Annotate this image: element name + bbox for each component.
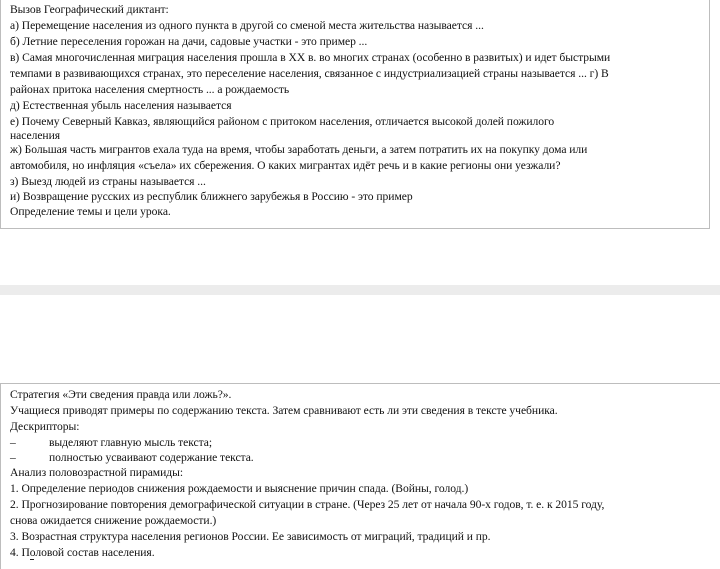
text-line: Учащиеся приводят примеры по содержанию текста. Затем сравнивают есть ли эти сведения в тексте учебника. (10, 404, 558, 417)
text-line: а) Перемещение населения из одного пункта в другой со сменой места жительства называется ... (10, 19, 484, 32)
text-line: д) Естественная убыль населения называется (10, 99, 232, 112)
strategy-table-cell (0, 383, 720, 569)
text-line: 1. Определение периодов снижения рождаемости и выяснение причин спада. (Войны, голод.) (10, 482, 469, 495)
text-line: б) Летние переселения горожан на дачи, садовые участки - это пример ... (10, 35, 368, 48)
bullet-dash: – (10, 436, 16, 449)
text-line: снова ожидается снижение рождаемости.) (10, 514, 217, 527)
top-document-section (0, 0, 720, 229)
text-line: ж) Большая часть мигрантов ехала туда на время, чтобы заработать деньги, а затем потратить их на покупку дома или (10, 143, 588, 156)
text-line: темпами в развивающихся странах, это переселение населения, связанное с индустриализацией страны называется ... г) В (10, 67, 609, 80)
text-line: 4. Половой состав населения. (10, 546, 155, 559)
bullet-dash: – (10, 451, 16, 464)
descriptors-heading: Дескрипторы: (10, 420, 80, 433)
text-line: 2. Прогнозирование повторения демографической ситуации в стране. (Через 25 лет от начала 90-х годов, т. е. к 2015 году, (10, 498, 605, 511)
text-line: автомобиля, но инфляция «съела» их сбережения. О каких мигрантах идёт речь и в какие регионы они уезжали? (10, 159, 561, 172)
bullet-text: выделяют главную мысль текста; (49, 436, 213, 449)
text-line: з) Выезд людей из страны называется ... (10, 175, 206, 188)
dictation-heading: Вызов Географический диктант: (10, 3, 169, 16)
stray-mark (30, 559, 34, 560)
bottom-document-section (0, 295, 720, 569)
text-line: и) Возвращение русских из республик ближнего зарубежья в Россию - это пример (10, 190, 413, 203)
pyramid-heading: Анализ половозрастной пирамиды: (10, 466, 184, 479)
text-line: в) Самая многочисленная миграция населения прошла в XX в. во многих странах (особенно в развитых) и идет быстрыми (10, 51, 611, 64)
bullet-text: полностью усваивают содержание текста. (49, 451, 254, 464)
text-line: районах притока населения смертность ... а рождаемость (10, 83, 290, 96)
strategy-heading: Стратегия «Эти сведения правда или ложь?». (10, 388, 232, 401)
text-line: 3. Возрастная структура населения регионов России. Ее зависимость от миграций, традиций и пр. (10, 530, 491, 543)
text-line: е) Почему Северный Кавказ, являющийся районом с притоком населения, отличается высокой долей пожилого (10, 115, 555, 128)
page-gap (0, 285, 720, 295)
text-line: населения (10, 129, 61, 142)
lesson-goal-line: Определение темы и цели урока. (10, 205, 171, 218)
dictation-table-cell (0, 0, 710, 229)
